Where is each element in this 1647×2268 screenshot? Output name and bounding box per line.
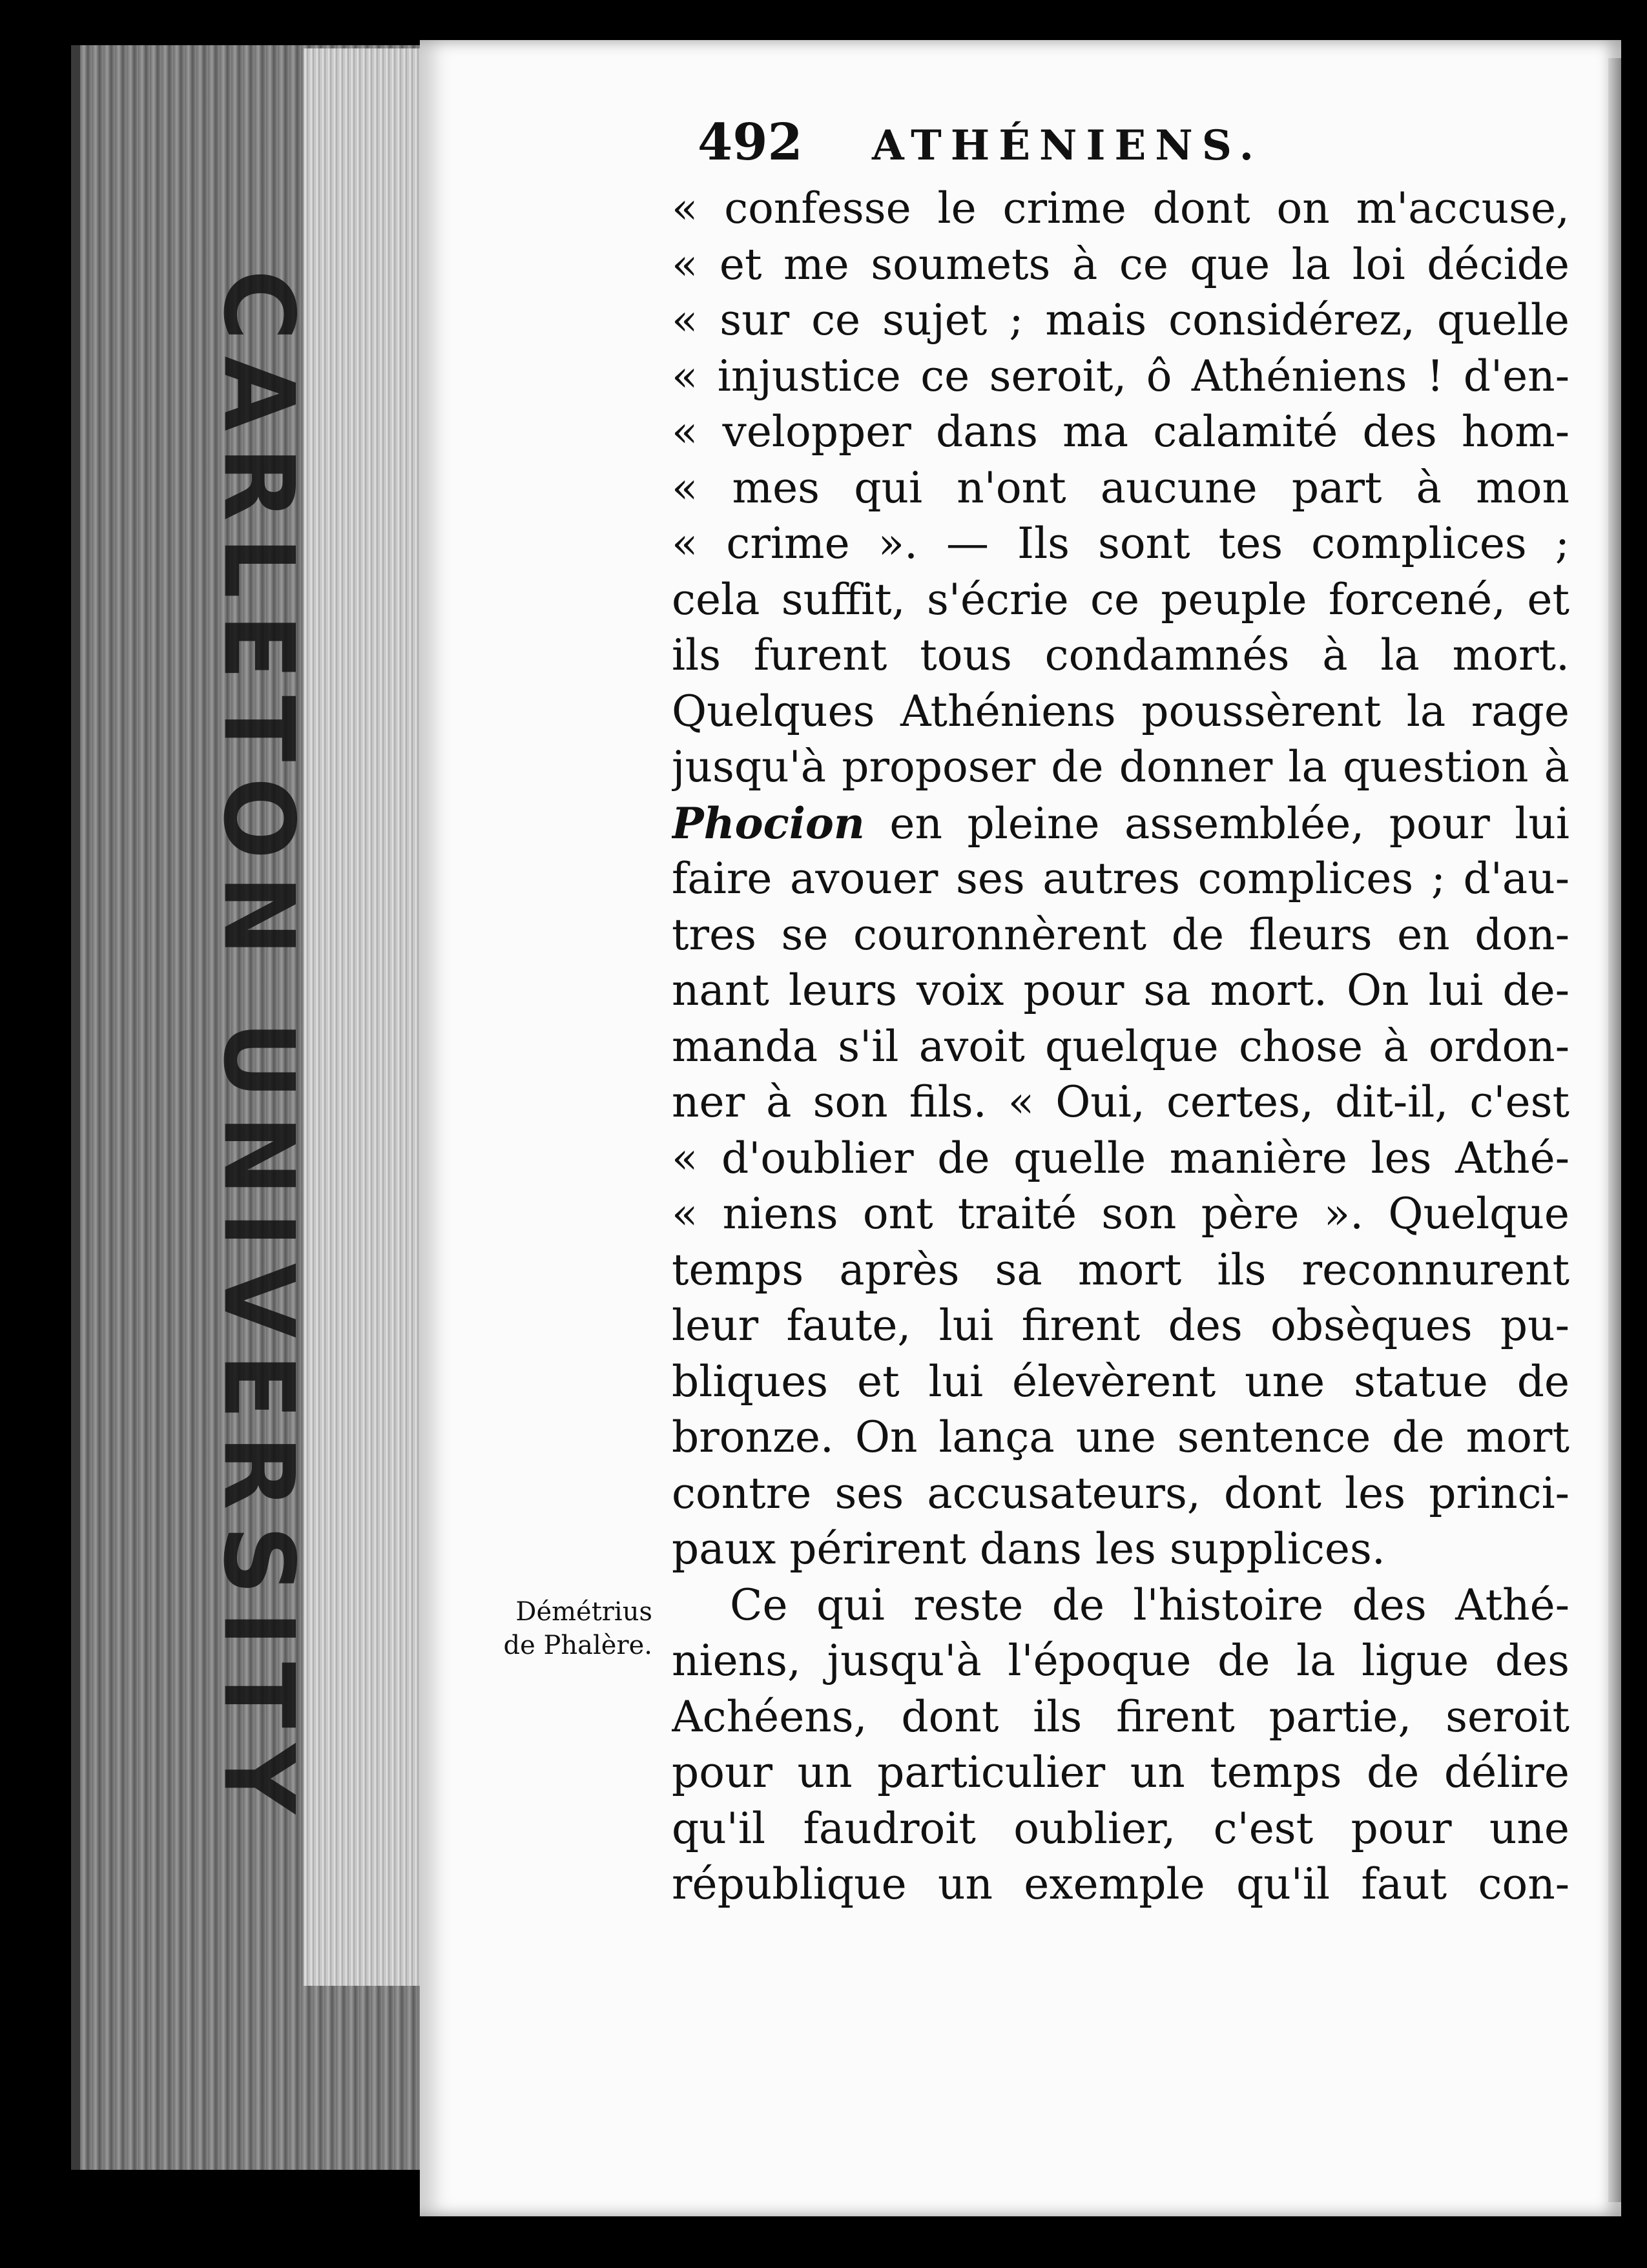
text-line: leur faute, lui firent des obsèques pu-: [672, 1301, 1569, 1350]
text-line: nant leurs voix pour sa mort. On lui de-: [672, 965, 1569, 1015]
text-line: faire avouer ses autres complices ; d'au-: [672, 854, 1569, 903]
text-line: qu'il faudroit oublier, c'est pour une: [672, 1803, 1569, 1853]
text-line: contre ses accusateurs, dont les princi-: [672, 1468, 1569, 1518]
text-line: manda s'il avoit quelque chose à ordon-: [672, 1021, 1569, 1071]
text-line: « mes qui n'ont aucune part à mon: [672, 462, 1569, 513]
text-line: « niens ont traité son père ». Quelque: [672, 1189, 1569, 1239]
text-line: ils furent tous condamnés à la mort.: [672, 630, 1569, 680]
page-header: [698, 113, 1589, 171]
marginal-note: [439, 1595, 652, 1662]
text-line: pour un particulier un temps de délire: [672, 1747, 1569, 1797]
page-right-edge: [1608, 58, 1621, 2202]
text-line: « sur ce sujet ; mais considérez, quelle: [672, 295, 1569, 345]
page-stack-edge: [304, 48, 430, 1986]
text-line: « et me soumets à ce que la loi décide: [672, 239, 1569, 289]
marginal-note-line: de Phalère.: [503, 1631, 652, 1660]
text-line: niens, jusqu'à l'époque de la ligue des: [672, 1636, 1569, 1686]
text-line: « d'oublier de quelle manière les Athé-: [672, 1133, 1569, 1183]
library-stamp-text: CARLETON UNIVERSITY: [202, 269, 315, 1830]
text-line: tres se couronnèrent de fleurs en don-: [672, 909, 1569, 960]
text-line: république un exemple qu'il faut con-: [672, 1859, 1569, 1909]
text-line: « velopper dans ma calamité des hom-: [672, 407, 1569, 457]
text-line: [672, 796, 1569, 852]
text-line: « injustice ce seroit, ô Athéniens ! d'en-: [672, 351, 1569, 401]
page-number: 492: [698, 113, 803, 172]
marginal-note-line: Démétrius: [515, 1597, 652, 1627]
text-line: Quelques Athéniens poussèrent la rage: [672, 686, 1569, 736]
person-name: Phocion: [672, 798, 865, 849]
running-title: ATHÉNIENS.: [872, 121, 1263, 170]
text-line: jusqu'à proposer de donner la question à: [672, 742, 1569, 792]
library-stamp: [202, 269, 315, 1830]
text-line: cela suffit, s'écrie ce peuple forcené, et: [672, 574, 1569, 624]
text-line: temps après sa mort ils reconnurent: [672, 1244, 1569, 1295]
text-line-rest: en pleine assemblée, pour lui: [864, 798, 1569, 849]
text-line: « crime ». — Ils sont tes complices ;: [672, 519, 1569, 568]
text-line: Achéens, dont ils firent partie, seroit: [672, 1691, 1569, 1742]
text-line: bronze. On lança une sentence de mort: [672, 1412, 1569, 1462]
text-line: paux périrent dans les supplices.: [672, 1524, 1385, 1574]
text-line: bliques et lui élevèrent une statue de: [672, 1356, 1569, 1407]
text-line: ner à son fils. « Oui, certes, dit-il, c'est: [672, 1077, 1569, 1127]
body-text: [672, 181, 1569, 1913]
text-line: Ce qui reste de l'histoire des Athé-: [730, 1580, 1569, 1630]
text-line: « confesse le crime dont on m'accuse,: [672, 183, 1569, 233]
